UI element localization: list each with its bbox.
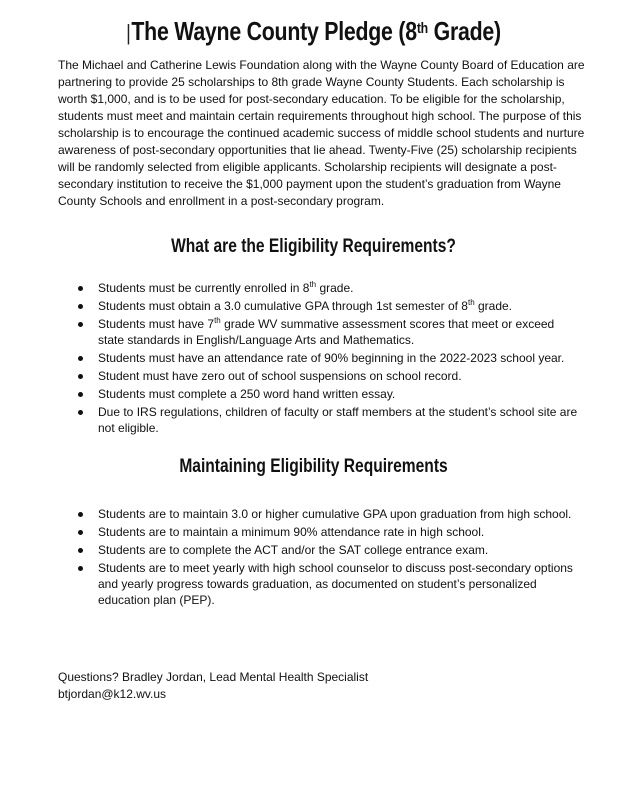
list-item (72, 560, 582, 608)
eligibility-heading: What are the Eligibility Requirements? (171, 236, 456, 257)
item-text: Students must have 7 (98, 317, 215, 331)
contact-email[interactable]: btjordan@k12.wv.us (58, 687, 167, 701)
maintaining-list (72, 506, 582, 610)
list-item (72, 350, 582, 366)
bullet-icon (78, 566, 83, 571)
maintaining-heading: Maintaining Eligibility Requirements (179, 456, 448, 477)
list-item (72, 368, 582, 384)
bullet-icon (78, 512, 83, 517)
list-item (72, 386, 582, 402)
item-text: Students must have an attendance rate of 90% beginning in the 2022-2023 school year. (98, 351, 565, 365)
item-text: Students are to maintain 3.0 or higher cumulative GPA upon graduation from high school. (98, 507, 572, 521)
bullet-icon (78, 410, 83, 415)
item-text: Students must be currently enrolled in 8 (98, 281, 310, 295)
list-item (72, 506, 582, 522)
title-main: The Wayne County Pledge (8 (131, 16, 417, 46)
eligibility-list (72, 280, 582, 438)
page-title (56, 14, 570, 50)
item-superscript: th (467, 298, 475, 307)
bullet-icon (78, 530, 83, 535)
item-superscript: th (309, 280, 317, 289)
bullet-icon (78, 286, 83, 291)
title-end: Grade) (427, 16, 501, 46)
item-text: Students must obtain a 3.0 cumulative GPA through 1st semester of 8 (98, 299, 468, 313)
title-superscript: th (416, 20, 428, 37)
list-item (72, 524, 582, 540)
item-text: Students are to maintain a minimum 90% attendance rate in high school. (98, 525, 485, 539)
item-text-end: grade. (316, 281, 354, 295)
contact-block (58, 669, 368, 703)
list-item (72, 280, 582, 296)
item-superscript: th (214, 316, 221, 325)
item-text: Students are to meet yearly with high school counselor to discuss post-secondary options and yearly progress towards graduation, as documented on student’s personalized education plan (PEP). (98, 561, 573, 607)
list-item (72, 316, 582, 348)
item-text-end: grade WV summative assessment scores that meet or exceed state standards in English/Language Arts and Mathematics. (98, 317, 555, 347)
bullet-icon (78, 374, 83, 379)
bullet-icon (78, 548, 83, 553)
bullet-icon (78, 322, 83, 327)
bullet-icon (78, 356, 83, 361)
list-item (72, 298, 582, 314)
item-text: Students are to complete the ACT and/or the SAT college entrance exam. (98, 543, 489, 557)
bullet-icon (78, 304, 83, 309)
text-cursor: | (126, 20, 131, 45)
list-item (72, 542, 582, 558)
intro-paragraph: The Michael and Catherine Lewis Foundation along with the Wayne County Board of Education are partnering to provide 25 scholarships to 8th grade Wayne County Students. Each scholarship is worth $1,000, and is to be used for post-secondary education. To be eligible for the scholarship, students must meet and maintain certain requirements throughout high school. The purpose of this scholarship is to encourage the continued academic success of middle school students and nurture awareness of post-secondary opportunities that lie ahead. Twenty-Five (25) scholarship recipients will be randomly selected from eligible applicants. Scholarship recipients will designate a post-secondary institution to receive the $1,000 payment upon the student’s graduation from Wayne County Schools and enrollment in a post-secondary program. (58, 58, 585, 208)
list-item (72, 404, 582, 436)
contact-line: Questions? Bradley Jordan, Lead Mental Health Specialist (58, 670, 369, 684)
item-text-end: grade. (474, 299, 513, 313)
bullet-icon (78, 392, 83, 397)
item-text: Student must have zero out of school suspensions on school record. (98, 369, 462, 383)
item-text: Due to IRS regulations, children of faculty or staff members at the student’s school site are not eligible. (98, 405, 578, 435)
item-text: Students must complete a 250 word hand written essay. (98, 387, 396, 401)
